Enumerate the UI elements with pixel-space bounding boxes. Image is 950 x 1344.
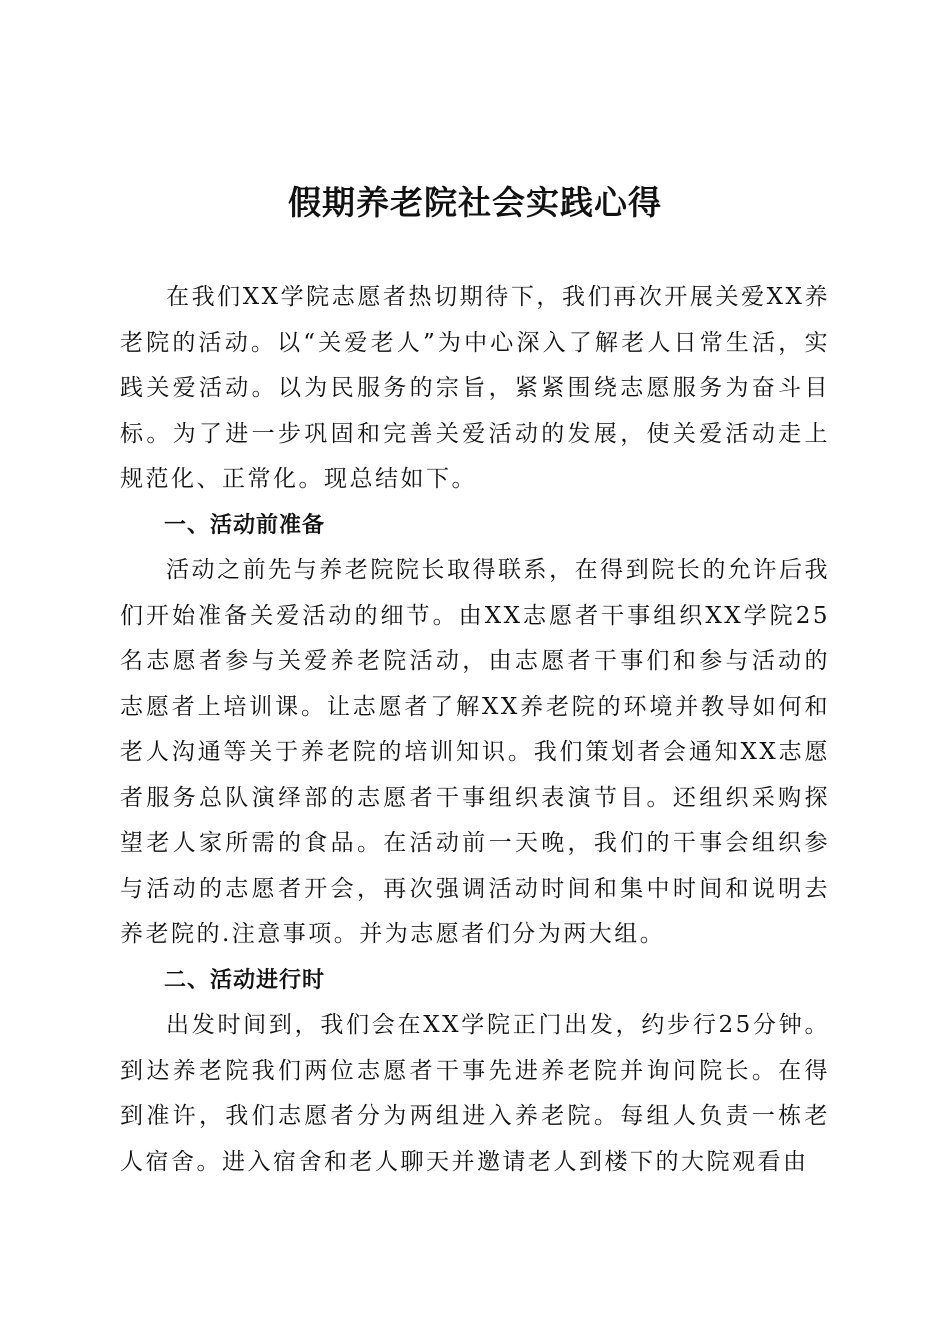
document-body [120,275,830,1185]
section-heading-in-progress: 二、活动进行时 [164,967,326,993]
document-title: 假期养老院社会实践心得 [288,183,662,222]
section-heading-preparation: 一、活动前准备 [164,512,326,538]
intro-paragraph: 在我们XX学院志愿者热切期待下，我们再次开展关爱XX养老院的活动。以“关爱老人”为中心深入了解老人日常生活，实践关爱活动。以为民服务的宗旨，紧紧围绕志愿服务为奋斗目标。为了进一步巩固和完善关爱活动的发展，使关爱活动走上规范化、正常化。现总结如下。 [120,284,830,492]
section-paragraph-in-progress: 出发时间到，我们会在XX学院正门出发，约步行25分钟。到达养老院我们两位志愿者干事先进养老院并询问院长。在得到准许，我们志愿者分为两组进入养老院。每组人负责一栋老人宿舍。进入宿舍和老人聊天并邀请老人到楼下的大院观看由 [120,1012,830,1175]
section-paragraph-preparation: 活动之前先与养老院院长取得联系，在得到院长的允许后我们开始准备关爱活动的细节。由XX志愿者干事组织XX学院25名志愿者参与关爱养老院活动，由志愿者干事们和参与活动的志愿者上培训课。让志愿者了解XX养老院的环境并教导如何和老人沟通等关于养老院的培训知识。我们策划者会通知XX志愿者服务总队演绎部的志愿者干事组织表演节目。还组织采购探望老人家所需的食品。在活动前一天晚，我们的干事会组织参与活动的志愿者开会，再次强调活动时间和集中时间和说明去养老院的.注意事项。并为志愿者们分为两大组。 [120,557,830,947]
